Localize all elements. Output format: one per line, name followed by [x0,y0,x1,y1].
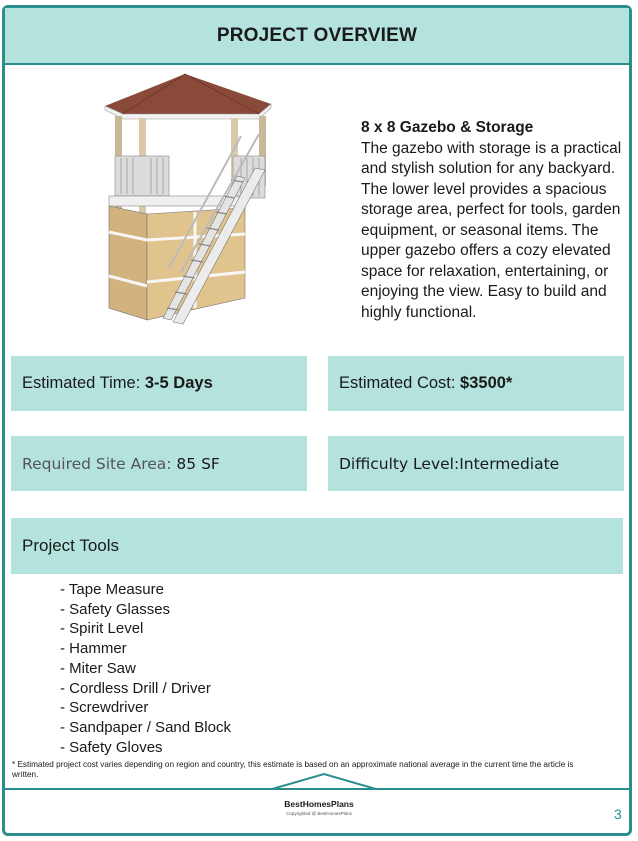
tool-item: - Tape Measure [60,581,164,598]
estimated-cost-value: $3500* [460,374,513,392]
estimated-cost-card [328,356,624,411]
page-number: 3 [614,806,622,822]
tool-item: - Screwdriver [60,699,149,717]
header-divider [5,63,629,65]
project-name: 8 x 8 Gazebo & Storage [361,119,534,136]
footer-brand: BestHomesPlans [284,799,354,809]
tool-item: - Cordless Drill / Driver [60,679,211,697]
footer-divider [5,788,629,790]
site-area-label: Required Site Area: [22,454,177,473]
tool-item: - Hammer [60,640,127,658]
project-tools-header [11,518,623,574]
difficulty-label: Difficulty Level: [339,454,460,473]
gazebo-illustration [95,72,275,334]
project-description [361,118,623,323]
estimated-time-card [11,356,307,411]
cost-footnote: * Estimated project cost varies depending on region and country, this estimate is based on an approximate national average in the current time the article is written. [12,760,574,779]
project-tools-heading: Project Tools [22,536,120,555]
tools-list [60,580,231,757]
header-bar [5,8,629,63]
estimated-time-label: Estimated Time: [22,374,145,392]
tool-item: - Safety Glasses [60,600,171,618]
tool-item: - Spirit Level [60,620,144,638]
tool-item: - Safety Gloves [60,738,163,756]
footer-copyright: Copyrighted @ BestHomesPlans [286,811,352,816]
site-area-value: 85 SF [176,454,220,473]
tool-item: - Miter Saw [60,659,136,677]
estimated-cost-label: Estimated Cost: [339,374,461,392]
project-summary: The gazebo with storage is a practical and stylish solution for any backyard. The lower level provides a spacious storage area, perfect for tools, garden equipment, or seasonal items. The upper gazebo offers a cozy elevated space for relaxation, entertaining, or enjoying the view. Easy to build and highly functional. [361,139,622,321]
difficulty-value: Intermediate [459,454,560,473]
site-area-card [11,436,307,491]
difficulty-card [328,436,624,491]
page-title: PROJECT OVERVIEW [216,24,418,46]
estimated-time-value: 3-5 Days [144,374,213,392]
tool-item: - Sandpaper / Sand Block [60,718,231,736]
